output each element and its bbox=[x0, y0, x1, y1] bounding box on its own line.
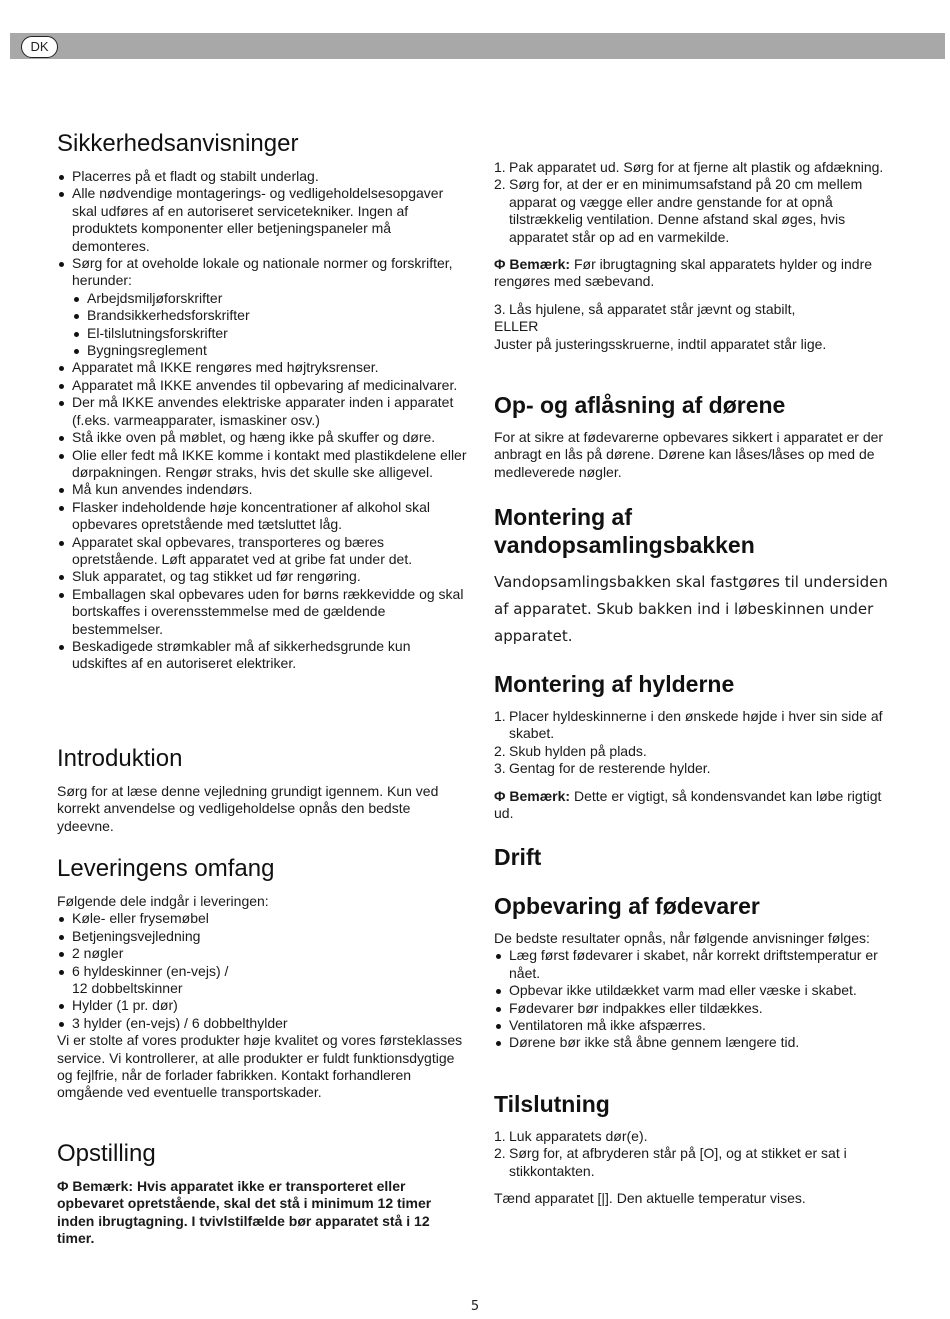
list-item: Der må IKKE anvendes elektriske apparater inden i apparatet (f.eks. varmeapparater, ismaskiner osv.) bbox=[57, 394, 467, 429]
list-item: Fødevarer bør indpakkes eller tildækkes. bbox=[494, 1000, 899, 1017]
section-doors bbox=[494, 391, 899, 481]
intro-text: Sørg for at læse denne vejledning grundigt igennem. Kun ved korrekt anvendelse og vedligeholdelse opnås den bedste ydeevne. bbox=[57, 783, 439, 834]
tray-heading: Montering af vandopsamlingsbakken bbox=[494, 504, 755, 558]
list-item bbox=[494, 708, 899, 743]
step-text: Sørg for, at afbryderen står på [O], og at stikket er sat i stikkontakten. bbox=[509, 1145, 847, 1179]
step-number: 2. bbox=[494, 176, 506, 193]
list-item: Sluk apparatet, og tag stikket ud før rengøring. bbox=[57, 568, 467, 585]
list-item: Apparatet skal opbevares, transporteres og bæres opretstående. Løft apparatet ved at gribe fat under det. bbox=[57, 534, 467, 569]
setup-steps-note bbox=[494, 256, 899, 291]
step-number: 3. bbox=[494, 760, 506, 777]
list-item: Beskadigede strømkabler må af sikkerhedsgrunde kun udskiftes af en autoriseret elektriker. bbox=[57, 638, 467, 673]
doors-heading: Op- og aflåsning af dørene bbox=[494, 392, 786, 418]
section-safety bbox=[57, 130, 467, 673]
delivery-heading: Leveringens omfang bbox=[57, 855, 275, 882]
step-number: 1. bbox=[494, 159, 506, 175]
note-icon: Φ bbox=[57, 1178, 69, 1194]
list-item bbox=[494, 743, 899, 760]
operation-heading: Drift bbox=[494, 844, 542, 870]
step-text: Pak apparatet ud. Sørg for at fjerne alt plastik og afdækning. bbox=[509, 159, 884, 175]
connection-heading: Tilslutning bbox=[494, 1091, 610, 1117]
setup-heading: Opstilling bbox=[57, 1140, 156, 1167]
section-operation bbox=[494, 843, 899, 881]
list-item bbox=[494, 1128, 899, 1145]
list-item bbox=[494, 301, 899, 318]
section-connection bbox=[494, 1090, 899, 1208]
note-label: Bemærk: bbox=[509, 256, 571, 273]
list-item: Apparatet må IKKE rengøres med højtryksrenser. bbox=[57, 359, 467, 376]
step-number: 3. bbox=[494, 300, 506, 317]
list-item: Opbevar ikke utildækket varm mad eller væske i skabet. bbox=[494, 982, 899, 999]
list-item: Må kun anvendes indendørs. bbox=[57, 481, 467, 498]
section-storage bbox=[494, 892, 899, 1052]
shelves-note bbox=[494, 788, 899, 823]
storage-list bbox=[494, 947, 899, 1051]
list-item: 3 hylder (en-vejs) / 6 dobbelthylder bbox=[57, 1015, 467, 1032]
step-text: Skub hylden på plads. bbox=[509, 742, 647, 759]
list-item: Olie eller fedt må IKKE komme i kontakt med plastikdelene eller dørpakningen. Rengør straks, hvis det skulle ske alligevel. bbox=[57, 447, 467, 482]
list-item: Apparatet må IKKE anvendes til opbevaring af medicinalvarer. bbox=[57, 377, 467, 394]
list-item bbox=[494, 1145, 899, 1180]
list-item bbox=[494, 176, 899, 246]
safety-sublist bbox=[72, 290, 467, 360]
note-icon: Φ bbox=[494, 787, 506, 804]
setup-steps-list bbox=[494, 159, 899, 246]
shelves-heading: Montering af hylderne bbox=[494, 671, 735, 697]
setup-or: ELLER bbox=[494, 318, 539, 335]
step-number: 2. bbox=[494, 1145, 506, 1162]
list-item: Køle- eller frysemøbel bbox=[57, 910, 467, 927]
list-item: Læg først fødevarer i skabet, når korrekt driftstemperatur er nået. bbox=[494, 947, 899, 982]
setup-step3-list bbox=[494, 301, 899, 318]
list-item bbox=[494, 159, 899, 176]
step-text: Gentag for de resterende hylder. bbox=[509, 760, 711, 777]
section-shelves bbox=[494, 670, 899, 822]
list-item-text: Sørg for at oveholde lokale og nationale normer og forskrifter, herunder: bbox=[72, 255, 453, 289]
section-intro bbox=[57, 745, 467, 835]
list-item: Brandsikkerhedsforskrifter bbox=[72, 307, 467, 324]
section-tray bbox=[494, 503, 899, 650]
note-icon: Φ bbox=[494, 256, 506, 273]
setup-note bbox=[57, 1178, 467, 1248]
list-item: 2 nøgler bbox=[57, 945, 467, 962]
list-item: Dørene bør ikke stå åbne gennem længere tid. bbox=[494, 1034, 899, 1051]
step-text: Lås hjulene, så apparatet står jævnt og stabilt, bbox=[509, 300, 796, 317]
connection-steps-list bbox=[494, 1128, 899, 1180]
list-item: Alle nødvendige montagerings- og vedligeholdelsesopgaver skal udføres af en autoriseret servicetekniker. Ingen af produktets komponenter eller betjeningspaneler må demonteres. bbox=[57, 185, 467, 255]
step-text: Placer hyldeskinnerne i den ønskede højde i hver sin side af skabet. bbox=[509, 708, 883, 742]
list-item: Betjeningsvejledning bbox=[57, 928, 467, 945]
note-text: Før ibrugtagning skal apparatets hylder og indre rengøres med sæbevand. bbox=[494, 256, 873, 290]
delivery-text: Vi er stolte af vores produkter høje kvalitet og vores førsteklasses service. Vi kontrollerer, at alle produkter er fuldt funktionsdygtige og fejlfrie, når de forlader fabrikken. Kontakt forhandleren omgående ved eventuelle transportskader. bbox=[57, 1032, 463, 1101]
list-item: Arbejdsmiljøforskrifter bbox=[72, 290, 467, 307]
list-item: Ventilatoren må ikke afspærres. bbox=[494, 1017, 899, 1034]
step-number: 1. bbox=[494, 708, 506, 724]
delivery-lead: Følgende dele indgår i leveringen: bbox=[57, 893, 269, 909]
list-item: El-tilslutningsforskrifter bbox=[72, 325, 467, 342]
storage-heading: Opbevaring af fødevarer bbox=[494, 893, 760, 919]
setup-note-text: Bemærk: Hvis apparatet ikke er transporteret eller opbevaret opretstående, skal det stå i minimum 12 timer inden ibrugtagning. I tvivlstilfælde bør apparatet stå i 12 timer. bbox=[57, 1178, 432, 1247]
note-label: Bemærk: bbox=[509, 787, 571, 804]
list-item: Flasker indeholdende høje koncentrationer af alkohol skal opbevares opretstående med tætsluttet låg. bbox=[57, 499, 467, 534]
shelves-steps-list bbox=[494, 708, 899, 778]
storage-lead: De bedste resultater opnås, når følgende anvisninger følges: bbox=[494, 930, 870, 946]
connection-text: Tænd apparatet [|]. Den aktuelle temperatur vises. bbox=[494, 1190, 806, 1207]
step-number: 2. bbox=[494, 742, 506, 759]
section-delivery bbox=[57, 855, 467, 1102]
safety-list bbox=[57, 168, 467, 673]
intro-heading: Introduktion bbox=[57, 745, 183, 772]
note-text: Dette er vigtigt, så kondensvandet kan løbe rigtigt ud. bbox=[494, 787, 882, 822]
list-item bbox=[57, 255, 467, 359]
section-setup bbox=[57, 1140, 467, 1248]
doors-text: For at sikre at fødevarerne opbevares sikkert i apparatet er der anbragt en lås på dørene. Dørene kan låses/låses op med de medleverede nøgler. bbox=[494, 429, 884, 480]
section-setup-steps bbox=[494, 159, 899, 353]
setup-adjust: Juster på justeringsskruerne, indtil apparatet står lige. bbox=[494, 335, 827, 352]
header-bar bbox=[10, 33, 945, 59]
safety-heading: Sikkerhedsanvisninger bbox=[57, 130, 299, 157]
tray-text: Vandopsamlingsbakken skal fastgøres til undersiden af apparatet. Skub bakken ind i løbeskinnen under apparatet. bbox=[494, 573, 888, 645]
step-text: Sørg for, at der er en minimumsafstand på 20 cm mellem apparat og vægge eller andre genstande for at opnå tilstrækkelig ventilation. Denne afstand skal øges, hvis apparatet står op ad en varmekilde. bbox=[509, 176, 863, 245]
delivery-list bbox=[57, 910, 467, 1032]
page-number: 5 bbox=[470, 1299, 480, 1314]
list-item: Emballagen skal opbevares uden for børns rækkevidde og skal bortskaffes i overensstemmelse med de gældende bestemmelser. bbox=[57, 586, 467, 638]
step-number: 1. bbox=[494, 1128, 506, 1144]
step-text: Luk apparatets dør(e). bbox=[509, 1128, 648, 1144]
list-item: Bygningsreglement bbox=[72, 342, 467, 359]
list-item: Hylder (1 pr. dør) bbox=[57, 997, 467, 1014]
list-item: Stå ikke oven på møblet, og hæng ikke på skuffer og døre. bbox=[57, 429, 467, 446]
list-item: 6 hyldeskinner (en-vejs) / 12 dobbeltskinner bbox=[57, 963, 467, 998]
list-item: Placerres på et fladt og stabilt underlag. bbox=[57, 168, 467, 185]
language-badge: DK bbox=[21, 36, 58, 58]
list-item bbox=[494, 760, 899, 777]
